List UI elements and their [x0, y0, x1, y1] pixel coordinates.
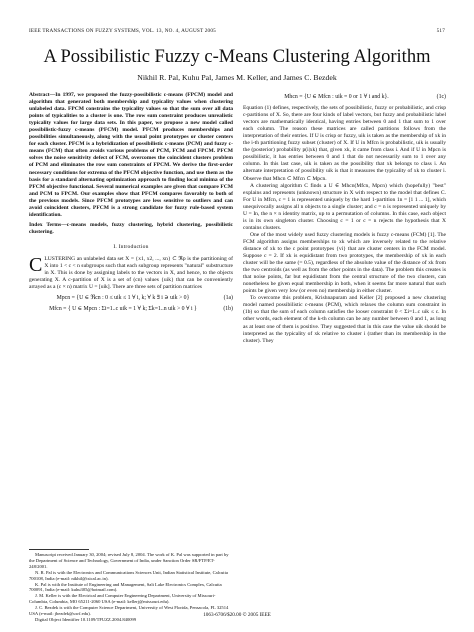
equation-number: (1c) [436, 94, 446, 100]
journal-line: IEEE TRANSACTIONS ON FUZZY SYSTEMS, VOL. 13, NO. 4, AUGUST 2005 [29, 28, 216, 34]
intro-text: LUSTERING an unlabeled data set X = {x1, x2, ..., xn} ⊂ ℜp is the partitioning of X into 1 < c < n subgroups such that each subgroup represents "natural" substructure in X. This is done by assigning labels to the vectors in X, and hence, to the objects generating X. A c-partition of X is a set of (cn) values {uik} that can be conveniently arrayed as a (c × n) matrix U = [uik]. There are three sets of partition matrices [29, 255, 233, 291]
body-paragraph: A clustering algorithm C finds a U ∈ Mhcn(Mfcn, Mpcn) which (hopefully) "best" explains and represents (unknown) structure in X with respect to the model that defines C. For U in Mfcn, c = 1 is represented uniquely by the hard 1-partition 1n = [1 1 ... 1], which unequivocally assigns all n objects to a single cluster; and c = n is represented uniquely by U = In, the n × n identity matrix, up to a permutation of columns. In this case, each object is in its own singleton cluster. Choosing c = 1 or c = n rejects the hypothesis that X contains clusters. [243, 182, 446, 231]
body-paragraph: Equation (1) defines, respectively, the sets of possibilistic, fuzzy or probabilistic, and crisp c-partitions of X. So, there are four kinds of label vectors, but fuzzy and probabilistic label vectors are mathematically identical, having entries between 0 and 1 that sum to 1 over each column. The reason these matrices are called partitions follows from the interpretation of their entries. If U is crisp or fuzzy, uik is taken as the membership of xk in the i-th partitioning fuzzy subset (cluster) of X. If U in Mfcn is probabilistic, uik is usually the (posterior) probability p(i|xk) that, given xk, it came from class i. And if U in Mpcn is possibilistic, it has entries between 0 and 1 that do not necessarily sum to 1 over any column. In this last case, uik is taken as the possibility that xk belongs to class i. An alternate interpretation of possibility uik is that it measures the typicality of xk to cluster i. Observe that Mhcn ⊂ Mfcn ⊂ Mpcn. [243, 105, 446, 182]
abstract: Abstract—In 1997, we proposed the fuzzy-possibilistic c-means (FPCM) model and algorithm that generated both membership and typicality values when clustering unlabeled data. FPCM constrains the typicality values so that the sum over all data points of typicalities to a cluster is one. The row sum constraint produces unrealistic typicality values for large data sets. In this paper, we propose a new model called possibilistic-fuzzy c-means (PFCM) model. PFCM produces memberships and possibilities simultaneously, along with the usual point prototypes or cluster centers for each cluster. PFCM is a hybridization of possibilistic c-means (PCM) and fuzzy c-means (FCM) that often avoids various problems of PCM, FCM and FPCM. PFCM solves the noise sensitivity defect of FCM, overcomes the coincident clusters problem of PCM and eliminates the row sum constraints of FPCM. We derive the first-order necessary conditions for extrema of the PFCM objective function, and use them as the basis for a standard alternating optimization approach to finding local minima of the PFCM objective functional. Several numerical examples are given that compare FCM and PCM to FPCM. Our examples show that PFCM compares favorably to both of the previous models. Since PFCM prototypes are less sensitive to outliers and can avoid coincident clusters, PFCM is a strong candidate for fuzzy rule-based system identification. [29, 92, 233, 218]
footnote: J. M. Keller is with the Electrical and Computer Engineering Department, University of Missouri-Columbia, Columbia, MO 65211-2060 USA (e-mail: kellerj@missouri.edu). [29, 593, 216, 605]
equation-body: Mhcn = {U ∈ Mfcn : uik = 0 or 1 ∀ i and k}. [284, 94, 389, 100]
footnote: K. Pal is with the Institute of Engineering and Management, Salt Lake Electronics Complex, Calcutta 700091, India (e-mail: kuhu305@hotmail.com). [29, 581, 222, 593]
footnote-rule [29, 549, 89, 550]
section-heading: I. Introduction [113, 243, 149, 250]
body-paragraph: To overcome this problem, Krishnapuram and Keller [2] proposed a new clustering model named possibilistic c-means (PCM), which relaxes the column sum constraint in (1b) so that the sum of each column satisfies the looser constraint 0 < Σi=1..c uik ≤ c. In other words, each element of the k-th column can be any number between 0 and 1, as long as at least one of them is positive. They suggested that in this case the value uik should be interpreted as the typicality of xk relative to cluster i (rather than its membership in the cluster). They [243, 295, 446, 344]
paper-title: A Possibilistic Fuzzy c-Means Clustering Algorithm [43, 47, 431, 67]
copyright-line: 1063-6706/$20.00 © 2005 IEEE [203, 612, 271, 618]
footnote: Digital Object Identifier 10.1109/TFUZZ.2004.840099 [35, 616, 137, 622]
equation-number: (1b) [223, 306, 233, 313]
index-terms: Index Terms—c-means models, fuzzy clustering, hybrid clustering, possibilistic clustering. [29, 221, 233, 235]
intro-paragraph [29, 253, 233, 291]
equation-1b [29, 306, 233, 313]
drop-cap: C [29, 253, 43, 276]
equation-body: Mpcn = {U ∈ ℜcn : 0 ≤ uik ≤ 1 ∀ i, k; ∀ k ∃ i ∋ uik > 0} [56, 295, 190, 302]
page-number: 517 [436, 28, 445, 34]
running-header [29, 28, 445, 34]
equation-body: Mfcn = { U ∈ Mpcn : Σi=1..c uik = 1 ∀ k; Σk=1..n uik > 0 ∀ i } [49, 306, 197, 313]
equation-1c [243, 94, 446, 101]
footnote: J. C. Bezdek is with the Computer Science Department, University of West Florida, Pensacola, FL 32514 USA (e-mail: jbezdek@uwf.edu). [29, 605, 229, 617]
footnote: Manuscript received January 30, 2004; revised July 8, 2004. The work of K. Pal was supported in part by the Department of Science and Technology, Government of India, under Sanction Order SR/FTP/ET-248/2001. [29, 552, 229, 569]
author-list: Nikhil R. Pal, Kuhu Pal, James M. Keller, and James C. Bezdek [137, 73, 337, 82]
right-column [243, 92, 446, 345]
left-column [29, 92, 233, 317]
body-paragraph: One of the most widely used fuzzy clustering models is fuzzy c-means (FCM) [1]. The FCM algorithm assigns memberships to xk which are inversely related to the relative distance of xk to the c point prototypes {vi} that are cluster centers in the FCM model. Suppose c = 2. If xk is equidistant from two prototypes, the membership of xk in each cluster will be the same (= 0.5), regardless of the absolute value of the distance of xk from the two centroids (as well as from the other points in the data). The problem this creates is that noise points, far but equidistant from the central structure of the two clusters, can nonetheless be given equal membership in both, when it seems far more natural that such points be given very low (or even no) membership in either cluster. [243, 231, 446, 295]
equation-number: (1a) [223, 295, 233, 302]
equation-1a [29, 295, 233, 302]
footnote: N. R. Pal is with the Electronics and Communications Sciences Unit, Indian Statistical Institute, Calcutta 700108, India (e-mail: nikhil@isical.ac.in). [29, 569, 228, 581]
